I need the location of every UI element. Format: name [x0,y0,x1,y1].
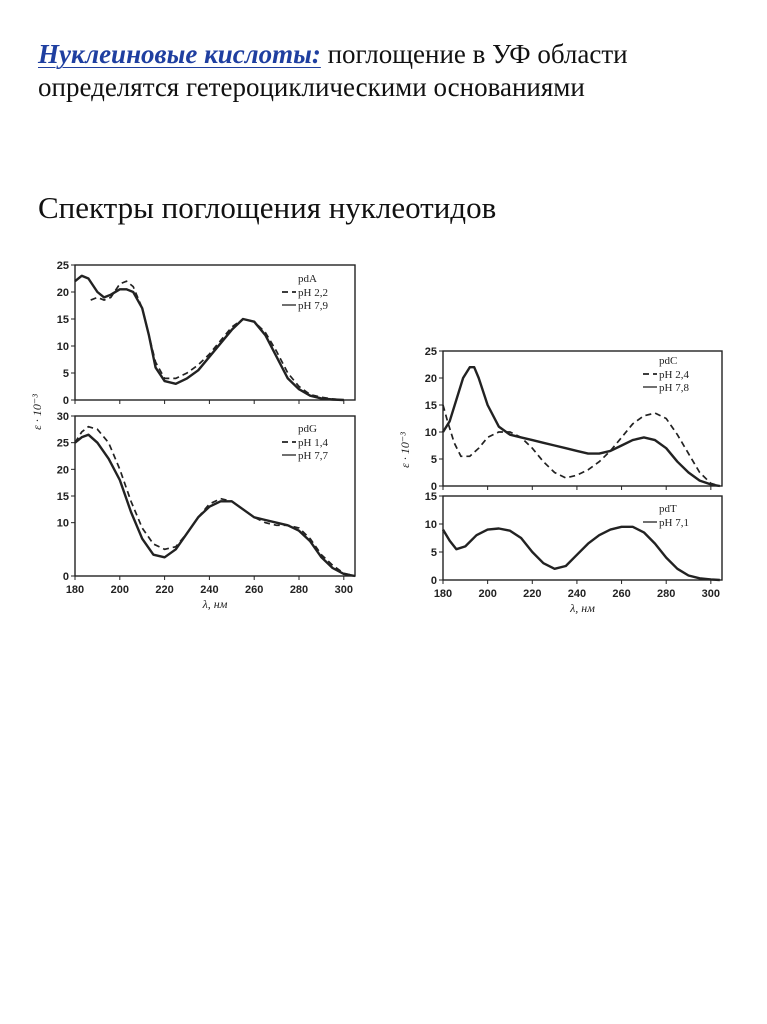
x-axis-label: λ, нм [202,597,228,611]
x-tick-label: 260 [612,588,631,600]
y-tick-label: 15 [56,491,69,503]
y-axis-label: ε · 10⁻³ [30,394,44,430]
y-tick-label: 15 [56,314,69,326]
x-tick-label: 240 [200,584,219,596]
plot-frame [443,496,722,580]
y-tick-label: 5 [430,547,437,559]
y-tick-label: 25 [56,437,69,450]
header-emphasis: Нуклеиновые кислоты: [38,39,321,69]
legend-entry: pH 7,7 [298,450,328,462]
chart-pdg [57,411,355,611]
legend-entry: pH 2,4 [659,369,689,381]
chart-pdc [398,346,722,493]
x-tick-label: 280 [289,584,309,596]
series-line-1 [443,405,720,486]
x-tick-label: 300 [701,588,721,600]
legend-entry: pH 7,1 [659,517,689,529]
y-tick-label: 10 [424,427,437,439]
y-tick-label: 5 [62,368,69,380]
y-axis-label: ε · 10⁻³ [398,432,412,468]
y-tick-label: 10 [56,517,69,530]
plot-frame [75,265,355,400]
legend-title: pdG [298,423,317,435]
x-tick-label: 260 [245,584,264,596]
x-tick-label: 200 [478,588,497,600]
x-tick-label: 180 [65,584,85,596]
x-tick-label: 280 [657,588,676,600]
x-tick-label: 220 [523,588,542,600]
y-tick-label: 0 [430,481,437,493]
y-tick-label: 20 [424,373,437,385]
x-tick-label: 180 [433,588,453,600]
y-tick-label: 0 [62,571,69,583]
y-tick-label: 20 [56,464,69,477]
y-tick-label: 5 [430,454,437,466]
y-tick-label: 20 [56,287,69,299]
legend-entry: pH 7,8 [659,382,689,394]
legend-entry: pH 2,2 [298,287,328,299]
y-tick-label: 0 [430,575,437,587]
legend-title: pdC [659,355,678,367]
series-line-1 [443,527,720,580]
y-tick-label: 30 [56,411,69,423]
y-tick-label: 0 [62,395,69,407]
chart-pdt [425,491,722,615]
y-tick-label: 25 [56,260,69,272]
x-tick-label: 200 [110,584,129,596]
chart-pda [30,260,355,430]
legend-entry: pH 7,9 [298,300,328,312]
y-tick-label: 10 [56,341,69,353]
slide-subtitle: Спектры поглощения нуклеотидов [38,190,497,225]
legend-entry: pH 1,4 [298,437,328,449]
x-tick-label: 240 [567,588,587,600]
legend-title: pdA [298,273,317,285]
y-tick-label: 15 [424,400,437,412]
header-rest: поглощение в УФ области [320,39,628,69]
y-tick-label: 25 [424,346,437,358]
y-tick-label: 10 [424,519,437,531]
x-tick-label: 300 [334,584,353,596]
header-line2: определятся гетероциклическими основаниями [38,72,585,102]
y-tick-label: 15 [424,491,437,503]
x-tick-label: 220 [155,584,174,596]
legend-title: pdT [659,503,677,515]
x-axis-label: λ, нм [570,601,595,615]
